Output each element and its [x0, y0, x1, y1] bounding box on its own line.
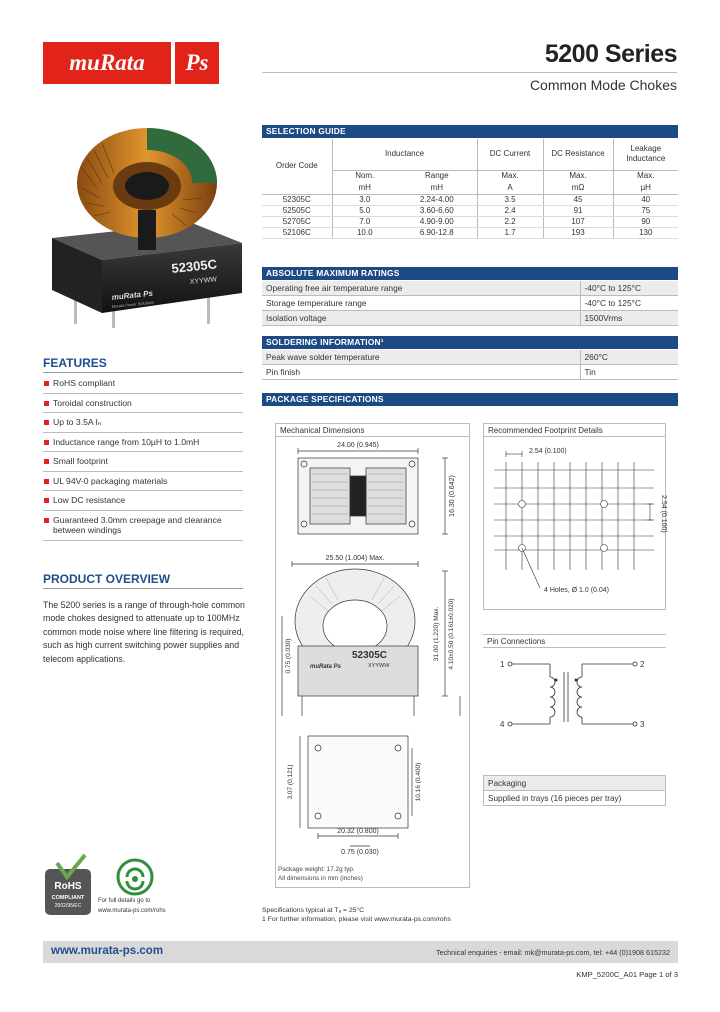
table-row — [262, 311, 678, 326]
feature-item: Up to 3.5A Iₙ — [43, 413, 243, 433]
dim-bottom-width: 20.32 (0.800) — [337, 828, 379, 835]
units-note: All dimensions in mm (inches) — [278, 875, 363, 882]
feature-item: UL 94V-0 packaging materials — [43, 472, 243, 492]
pin-diagram — [490, 652, 666, 742]
murata-logo — [43, 42, 223, 84]
pin-title: Pin Connections — [483, 635, 666, 648]
photo-base-logo: muRata Ps — [111, 288, 154, 302]
overview-heading: PRODUCT OVERVIEW — [43, 572, 171, 586]
feature-item: Guaranteed 3.0mm creepage and clearance between windings — [43, 511, 243, 541]
product-subtitle: Common Mode Chokes — [529, 77, 677, 93]
footprint-drawing — [484, 440, 665, 608]
rating-value: -40°C to 125°C — [580, 296, 678, 311]
footer-website-link[interactable]: www.murata-ps.com — [51, 945, 164, 957]
cell-nom: 5.0 — [332, 205, 397, 216]
feature-item: Toroidal construction — [43, 394, 243, 414]
cell-code: 52705C — [262, 216, 332, 227]
th-order-code: Order Code — [262, 139, 332, 194]
solder-label: Pin finish — [262, 365, 580, 380]
packaging-box — [483, 775, 666, 806]
cell-leak: 75 — [613, 205, 678, 216]
rohs-info-url[interactable]: www.murata-ps.com/rohs — [98, 908, 166, 914]
rohs-text: RoHS — [54, 881, 82, 892]
rating-value: 1500Vrms — [580, 311, 678, 326]
photo-part-marking: 52305C — [170, 256, 218, 276]
solder-value: Tin — [580, 365, 678, 380]
feature-item: RoHS compliant — [43, 374, 243, 394]
overview-rule — [43, 588, 243, 589]
table-row — [262, 216, 678, 227]
rating-label: Isolation voltage — [262, 311, 580, 326]
package-bar: PACKAGE SPECIFICATIONS — [262, 393, 678, 406]
cell-range: 6.90-12.8 — [397, 227, 477, 238]
cell-leak: 130 — [613, 227, 678, 238]
document-reference: KMP_5200C_A01 Page 1 of 3 — [576, 970, 678, 979]
rating-label: Storage temperature range — [262, 296, 580, 311]
mechanical-title: Mechanical Dimensions — [276, 424, 469, 437]
cell-leak: 90 — [613, 216, 678, 227]
dim-top-height: 16.30 (0.642) — [449, 475, 456, 517]
th-range: Range — [424, 171, 449, 181]
rating-value: -40°C to 125°C — [580, 281, 678, 296]
absolute-max-bar: ABSOLUTE MAXIMUM RATINGS — [262, 267, 678, 280]
packaging-value: Supplied in trays (16 pieces per tray) — [488, 794, 622, 803]
cell-res: 91 — [543, 205, 613, 216]
photo-date-code: XYYWW — [189, 276, 218, 286]
rohs-compliant-text: COMPLIANT — [51, 895, 85, 901]
table-row — [262, 365, 678, 380]
packaging-title: Packaging — [484, 776, 665, 791]
pin-label: 3 — [640, 720, 645, 729]
fp-pitch-v: 2.54 (0.100) — [660, 495, 667, 533]
feature-item: Low DC resistance — [43, 491, 243, 511]
table-row — [262, 194, 678, 205]
pin-label: 2 — [640, 660, 645, 669]
solder-label: Peak wave solder temperature — [262, 350, 580, 365]
logo-ps-text: Ps — [175, 42, 219, 84]
features-rule — [43, 372, 243, 373]
cell-current: 2.2 — [477, 216, 543, 227]
th-max: Max. — [543, 170, 613, 182]
photo-base-tagline: Murata Power Solutions — [111, 299, 155, 309]
feature-item: Inductance range from 10µH to 1.0mH — [43, 433, 243, 453]
mechanical-drawing — [270, 436, 470, 876]
fp-holes: 4 Holes, Ø 1.0 (0.04) — [544, 587, 609, 594]
title-rule — [262, 72, 677, 73]
dim-top-width: 24.00 (0.945) — [337, 442, 379, 449]
footprint-title: Recommended Footprint Details — [484, 424, 665, 437]
pin-label: 1 — [500, 660, 505, 669]
dim-bottom-left: 3.07 (0.121) — [287, 764, 294, 800]
weight-note: Package weight: 17.2g typ. — [278, 866, 355, 873]
pin-label: 4 — [500, 720, 505, 729]
solder-value: 260°C — [580, 350, 678, 365]
cell-nom: 7.0 — [332, 216, 397, 227]
th-leakage: Leakage Inductance — [613, 139, 678, 170]
th-unit: mH — [397, 182, 477, 194]
front-marking: 52305C — [352, 650, 388, 661]
table-row — [262, 281, 678, 296]
logo-murata-text: muRata — [43, 42, 171, 84]
selection-guide-table — [262, 139, 678, 239]
table-row — [262, 227, 678, 238]
footer-technical-enquiries: Technical enquiries - email: mk@murata-ps.com, tel: +44 (0)1908 615232 — [435, 948, 670, 957]
cell-code: 52305C — [262, 194, 332, 205]
cell-code: 52106C — [262, 227, 332, 238]
th-max: Max. — [613, 170, 678, 182]
cell-code: 52505C — [262, 205, 332, 216]
absolute-max-table — [262, 281, 678, 326]
th-max: Max. — [477, 170, 543, 182]
cell-res: 193 — [543, 227, 613, 238]
spec-footnote: 1 For further information, please visit www.murata-ps.com/rohs — [262, 916, 451, 923]
th-unit: µH — [613, 182, 678, 194]
cell-nom: 10.0 — [332, 227, 397, 238]
features-heading: FEATURES — [43, 356, 107, 370]
dim-bottom-pin: 0.75 (0.030) — [341, 849, 379, 856]
rohs-info-label: For full details go to — [98, 898, 151, 904]
soldering-table — [262, 350, 678, 380]
th-unit: mΩ — [543, 182, 613, 194]
rohs-directive-text: 2002/95/EC — [54, 903, 82, 909]
dim-pin-left: 0.75 (0.030) — [285, 638, 292, 674]
th-inductance: Inductance — [332, 139, 477, 170]
cell-current: 1.7 — [477, 227, 543, 238]
th-unit: A — [477, 182, 543, 194]
cell-range: 3.60-6.60 — [397, 205, 477, 216]
dim-front-height: 31.00 (1.220) Max. — [433, 606, 440, 662]
dim-pin-length: 4.10±0.50 (0.161±0.020) — [448, 598, 455, 670]
cell-leak: 40 — [613, 194, 678, 205]
dim-front-width: 25.50 (1.004) Max. — [325, 555, 385, 562]
table-row — [262, 296, 678, 311]
cell-nom: 3.0 — [332, 194, 397, 205]
cell-res: 45 — [543, 194, 613, 205]
footer-bar — [43, 941, 678, 963]
cell-current: 3.5 — [477, 194, 543, 205]
table-row — [262, 205, 678, 216]
selection-guide-bar: SELECTION GUIDE — [262, 125, 678, 138]
front-date-code: XYYWW — [368, 663, 390, 669]
spec-temperature-note: Specifications typical at Tₐ = 25°C — [262, 907, 365, 914]
th-dc-resistance: DC Resistance — [543, 139, 613, 170]
series-title: 5200 Series — [544, 40, 677, 68]
table-row — [262, 350, 678, 365]
cell-res: 107 — [543, 216, 613, 227]
spec-notes — [262, 906, 451, 924]
cell-range: 4.90-9.00 — [397, 216, 477, 227]
product-photo — [42, 128, 247, 328]
cell-current: 2.4 — [477, 205, 543, 216]
features-list — [43, 374, 243, 541]
th-dc-current: DC Current — [477, 139, 543, 170]
th-unit: mH — [332, 182, 397, 194]
th-nom: Nom. — [332, 170, 397, 182]
overview-text: The 5200 series is a range of through-hole common mode chokes designed to attenuate up to 100MHz common mode noise where line filtering is required, such as high current switching power supplies and telecom applications. — [43, 600, 245, 664]
cell-range: 2.24-4.00 — [397, 194, 477, 205]
fp-pitch-h: 2.54 (0.100) — [529, 448, 567, 455]
front-logo: muRata Ps — [310, 664, 342, 670]
dim-bottom-height: 10.16 (0.400) — [415, 762, 422, 802]
rating-label: Operating free air temperature range — [262, 281, 580, 296]
feature-item: Small footprint — [43, 452, 243, 472]
soldering-bar: SOLDERING INFORMATION¹ — [262, 336, 678, 349]
